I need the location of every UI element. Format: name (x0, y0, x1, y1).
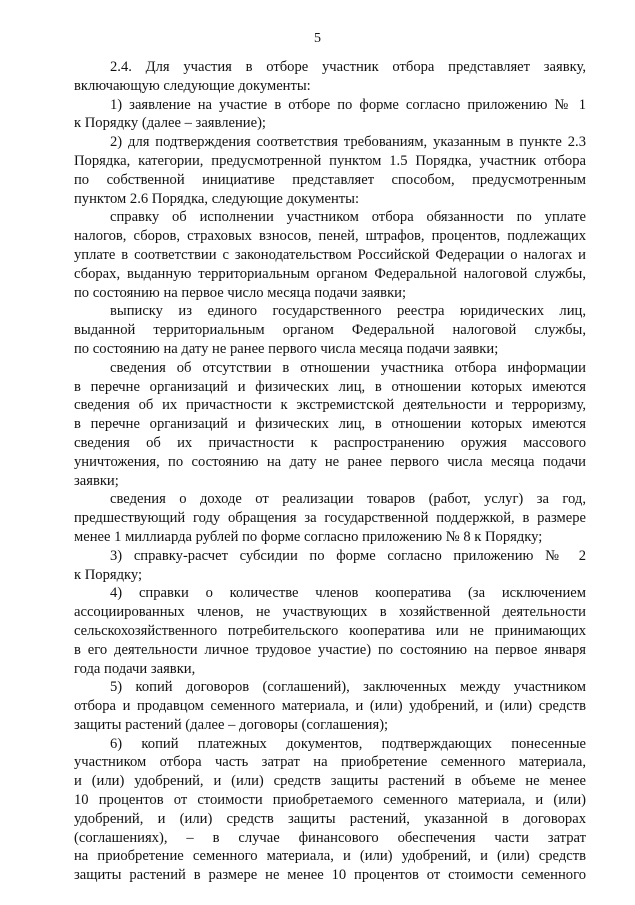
text-line: к Порядку; (74, 566, 143, 583)
text-line: 4) справки о количестве членов кооператива (за исключением (110, 585, 586, 602)
text-line: уплате в соответствии с законодательством Российской Федерации о налогах и (74, 246, 586, 263)
page-number: 5 (314, 31, 321, 46)
text-line: (соглашениях), – в случае финансового обеспечения части затрат (74, 829, 586, 846)
text-line: сборах, выданную территориальным органом Федеральной налоговой службы, (74, 265, 586, 282)
text-line: отбора и продавцом семенного материала, и (или) удобрений, и (или) средств (74, 698, 586, 715)
text-line: 3) справку-расчет субсидии по форме согласно приложению № 2 (110, 547, 586, 564)
text-line: 2.4. Для участия в отборе участник отбора представляет заявку, (110, 59, 586, 75)
text-line: предшествующий году обращения за государственной поддержкой, в размере (74, 510, 586, 527)
text-line: участником отбора часть затрат на приобретение семенного материала, (74, 754, 586, 771)
text-line: ассоциированных членов, не участвующих в хозяйственной деятельности (74, 604, 586, 621)
text-line: удобрений, и (или) средств защиты растений, указанной в договорах (74, 810, 586, 827)
text-line: к Порядку (далее – заявление); (74, 115, 266, 132)
text-line: 1) заявление на участие в отборе по форме согласно приложению № 1 (110, 96, 586, 113)
text-line: по состоянию на дату не ранее первого числа месяца подачи заявки; (74, 340, 499, 357)
text-line: сведения об отсутствии в отношении участника отбора информации (110, 359, 586, 376)
text-line: в перечне организаций и физических лиц, в отношении которых имеются (74, 378, 586, 395)
text-line: по состоянию на первое число месяца подачи заявки; (74, 284, 407, 301)
text-line: 2) для подтверждения соответствия требованиям, указанным в пункте 2.3 (110, 134, 586, 151)
text-line: налогов, сборов, страховых взносов, пеней, штрафов, процентов, подлежащих (74, 228, 586, 245)
text-line: сведения об их причастности к экстремистской деятельности и терроризму, (74, 397, 586, 414)
text-line: менее 1 миллиарда рублей по форме согласно приложению № 8 к Порядку; (74, 528, 543, 545)
text-line: пунктом 2.6 Порядка, следующие документы: (74, 190, 360, 207)
text-line: в перечне организаций и физических лиц, в отношении которых имеются (74, 416, 586, 433)
document-body (74, 58, 586, 885)
text-line: защиты растений в размере не менее 10 процентов от стоимости семенного (74, 867, 586, 884)
text-line: на приобретение семенного материала, и (или) удобрений, и (или) средств (74, 848, 586, 865)
text-line: защиты растений (далее – договоры (соглашения); (74, 716, 389, 733)
text-line: и (или) удобрений, и (или) средств защиты растений в объеме не менее (74, 773, 586, 790)
text-line: года подачи заявки, (74, 660, 196, 677)
text-line: сведения об их причастности к распространению оружия массового (74, 434, 586, 451)
text-line: выданной территориальным органом Федеральной налоговой службы, (74, 322, 586, 339)
text-line: по собственной инициативе представляет способом, предусмотренным (74, 171, 586, 188)
text-line: выписку из единого государственного реестра юридических лиц, (110, 303, 586, 320)
text-line: 10 процентов от стоимости приобретаемого семенного материала, и (или) (74, 792, 586, 809)
text-line: Порядка, категории, предусмотренной пунктом 1.5 Порядка, участник отбора (74, 152, 586, 169)
text-line: сведения о доходе от реализации товаров (работ, услуг) за год, (110, 491, 586, 508)
text-line: в его деятельности личное трудовое участие) по состоянию на первое января (74, 641, 586, 658)
text-line: включающую следующие документы: (74, 77, 311, 94)
text-line: справку об исполнении участником отбора обязанности по уплате (110, 209, 586, 226)
text-line: 6) копий платежных документов, подтверждающих понесенные (110, 735, 586, 752)
text-line: сельскохозяйственного потребительского кооператива или не принимающих (74, 622, 586, 639)
text-line: 5) копий договоров (соглашений), заключенных между участником (110, 679, 586, 696)
text-line: уничтожения, по состоянию на дату не ранее первого числа месяца подачи (74, 453, 586, 470)
text-line: заявки; (74, 472, 119, 489)
